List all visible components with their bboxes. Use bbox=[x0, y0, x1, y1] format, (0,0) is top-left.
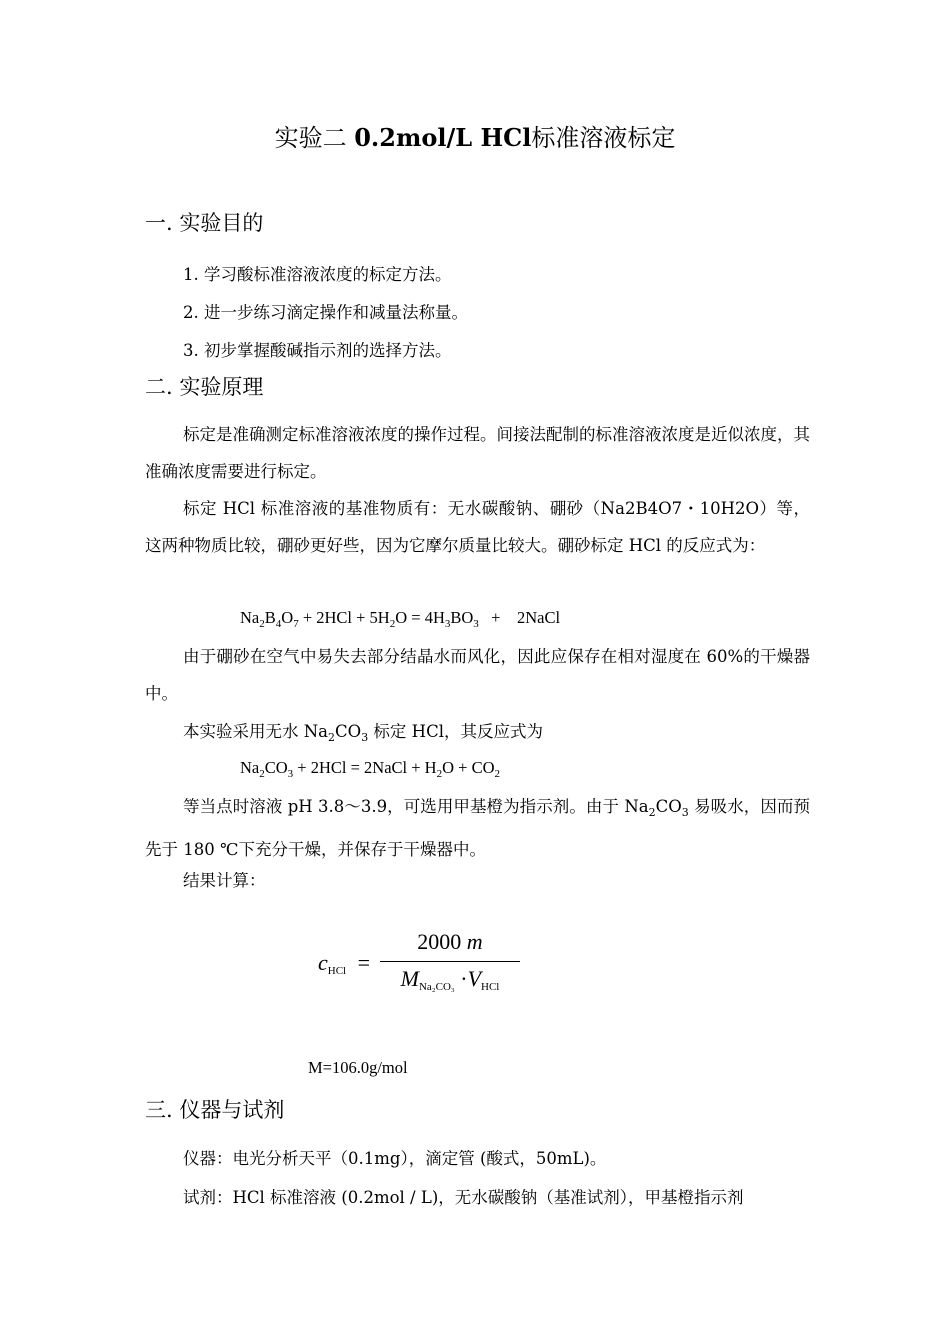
eq1-sub: 3 bbox=[473, 618, 479, 630]
numerator-var: m bbox=[466, 929, 483, 954]
equation-borax bbox=[240, 608, 560, 630]
eq1-sub: 7 bbox=[293, 618, 299, 630]
p5-sub: 2 bbox=[648, 806, 656, 819]
title-suffix: 标准溶液标定 bbox=[531, 124, 676, 152]
den-M-sub: Na₂CO₃ bbox=[418, 981, 455, 993]
eq2-text: CO bbox=[264, 758, 288, 777]
eq1-sub: 4 bbox=[275, 618, 282, 630]
eq1-text: BO bbox=[450, 608, 474, 627]
eq2-sub: 2 bbox=[494, 768, 500, 780]
formula-lhs bbox=[318, 950, 370, 977]
molar-mass: M=106.0g/mol bbox=[308, 1058, 408, 1077]
eq2-text: + 2HCl = 2NaCl + H bbox=[293, 758, 437, 777]
p5-text: 易吸水，因而预先于 180 ℃下充分干燥，并保存于干燥器中。 bbox=[145, 797, 810, 859]
den-M: M bbox=[400, 966, 419, 991]
eq1-text: + 2HCl + 5H bbox=[298, 608, 390, 627]
eq1-text: Na bbox=[240, 608, 260, 627]
formula-denominator bbox=[401, 966, 500, 991]
paragraph-principle-2: 标定 HCl 标准溶液的基准物质有：无水碳酸钠、硼砂（Na2B4O7・10H2O）等，这两种物质比较，硼砂更好些，因为它摩尔质量比较大。硼砂标定 HCl 的反应式为： bbox=[145, 499, 810, 555]
instruments-line: 仪器：电光分析天平（0.1mg），滴定管 (酸式，50mL)。 bbox=[183, 1149, 607, 1168]
title-prefix: 实验二 bbox=[274, 124, 355, 152]
eq1-sub: 3 bbox=[444, 618, 451, 630]
p5-text: 等当点时溶液 pH 3.8～3.9，可选用甲基橙为指示剂。由于 Na bbox=[183, 797, 649, 816]
eq1-text: O bbox=[281, 608, 294, 627]
formula-numerator bbox=[380, 925, 520, 959]
p5-sub: 3 bbox=[681, 806, 689, 819]
eq2-sub: 3 bbox=[287, 768, 294, 780]
paragraph-principle-5 bbox=[145, 788, 810, 868]
formula-equals: = bbox=[357, 950, 371, 975]
eq2-sub: 2 bbox=[436, 768, 443, 780]
eq2-text: Na bbox=[240, 758, 260, 777]
objective-item-3: 3. 初步掌握酸碱指示剂的选择方法。 bbox=[183, 341, 452, 360]
formula-c-sub: HCl bbox=[327, 965, 347, 977]
section-heading-3: 三. 仪器与试剂 bbox=[145, 1098, 285, 1122]
eq2-text: O + CO bbox=[442, 758, 495, 777]
eq1-text: B bbox=[264, 608, 276, 627]
den-V: V bbox=[467, 966, 482, 991]
formula-c: c bbox=[318, 950, 328, 975]
equation-sodium-carbonate bbox=[240, 758, 500, 780]
eq1-sub: 2 bbox=[259, 618, 265, 630]
eq1-sub: 2 bbox=[389, 618, 396, 630]
den-V-sub: HCl bbox=[481, 981, 500, 993]
eq1-text: O = 4H bbox=[395, 608, 445, 627]
eq1-text: + 2NaCl bbox=[478, 608, 561, 627]
paragraph-principle-1: 标定是准确测定标准溶液浓度的操作过程。间接法配制的标准溶液浓度是近似浓度，其准确浓度需要进行标定。 bbox=[145, 425, 810, 481]
paragraph-result-calc: 结果计算： bbox=[183, 871, 266, 890]
p4-text: 标定 HCl，其反应式为 bbox=[368, 722, 543, 741]
den-dot: · bbox=[460, 966, 468, 991]
concentration-formula bbox=[318, 925, 528, 1005]
objective-item-1: 1. 学习酸标准溶液浓度的标定方法。 bbox=[183, 265, 452, 284]
p4-sub: 2 bbox=[328, 731, 336, 744]
p5-text: CO bbox=[655, 797, 682, 816]
numerator-value: 2000 bbox=[417, 929, 462, 954]
paragraph-principle-3: 由于硼砂在空气中易失去部分结晶水而风化，因此应保存在相对湿度在 60%的干燥器中。 bbox=[145, 647, 810, 703]
section-heading-2: 二. 实验原理 bbox=[145, 375, 264, 399]
formula-fraction bbox=[380, 925, 520, 993]
eq2-sub: 2 bbox=[259, 768, 265, 780]
p4-sub: 3 bbox=[361, 731, 369, 744]
title-bold: 0.2mol/L HCl bbox=[354, 123, 532, 152]
reagents-line: 试剂：HCl 标准溶液 (0.2mol / L)，无水碳酸钠（基准试剂），甲基橙指示剂 bbox=[183, 1188, 744, 1207]
paragraph-principle-4 bbox=[145, 713, 810, 756]
page-title bbox=[0, 118, 950, 153]
objective-item-2: 2. 进一步练习滴定操作和减量法称量。 bbox=[183, 303, 468, 322]
fraction-bar bbox=[380, 961, 520, 962]
p4-text: CO bbox=[335, 722, 362, 741]
section-heading-1: 一. 实验目的 bbox=[145, 211, 264, 235]
p4-text: 本实验采用无水 Na bbox=[183, 722, 329, 741]
